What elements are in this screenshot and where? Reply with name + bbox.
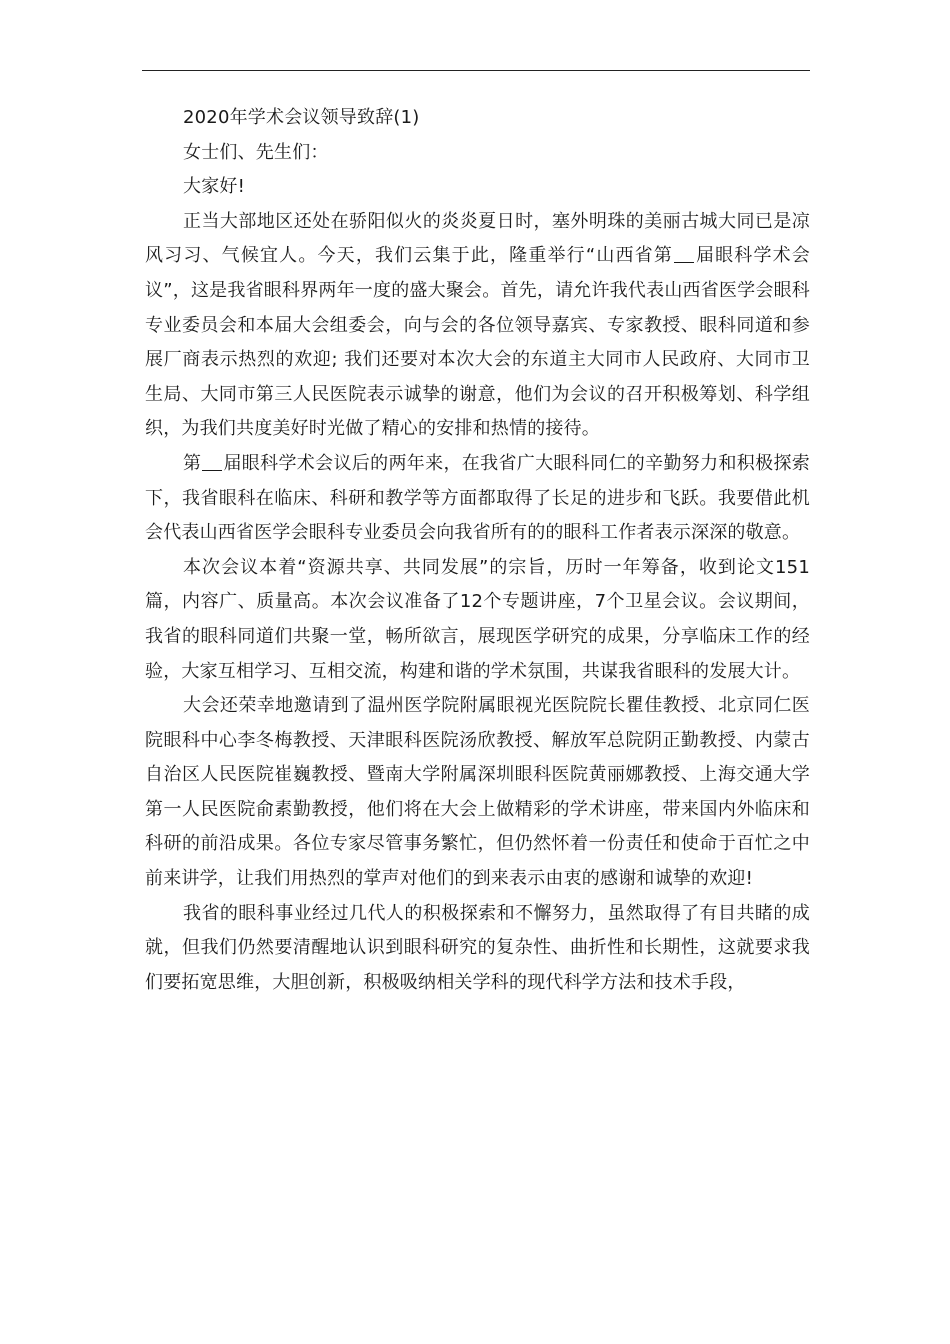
paragraph-progress-part-a: 第	[183, 452, 202, 474]
paragraph-welcome-part-b: 届眼科学术会议”，这是我省眼科界两年一度的盛大聚会。首先，请允许我代表山西省医学会眼科专业委员会和本届大会组委会，向与会的各位领导嘉宾、专家教授、眼科同道和参展厂商表示热烈的欢迎; 我们还要对本次大会的东道主大同市人民政府、大同市卫生局、大同市第三人民医院表示诚挚的谢意，他们为会议的召开积极筹划、科学组织，为我们共度美好时光做了精心的安排和热情的接待。	[145, 245, 810, 440]
paragraph-outlook: 我省的眼科事业经过几代人的积极探索和不懈努力，虽然取得了有目共睹的成就，但我们仍然要清醒地认识到眼科研究的复杂性、曲折性和长期性，这就要求我们要拓宽思维，大胆创新，积极吸纳相关学科的现代科学方法和技术手段，	[145, 902, 810, 993]
paragraph-progress-part-b: 届眼科学术会议后的两年来，在我省广大眼科同仁的辛勤努力和积极探索下，我省眼科在临床、科研和教学等方面都取得了长足的进步和飞跃。我要借此机会代表山西省医学会眼科专业委员会向我省所有的的眼科工作者表示深深的敬意。	[145, 452, 810, 544]
blank-line	[674, 244, 694, 263]
blank-line	[202, 452, 222, 471]
document-title: 2020年学术会议领导致辞(1)	[183, 107, 420, 128]
paragraph-welcome-part-a: 正当大部地区还处在骄阳似火的炎炎夏日时，塞外明珠的美丽古城大同已是凉风习习、气候宜人。今天，我们云集于此，隆重举行“山西省第	[145, 210, 810, 267]
paragraph-progress	[145, 447, 810, 551]
paragraph-speakers: 大会还荣幸地邀请到了温州医学院附属眼视光医院院长瞿佳教授、北京同仁医院眼科中心李冬梅教授、天津眼科医院汤欣教授、解放军总院阴正勤教授、内蒙古自治区人民医院崔巍教授、暨南大学附属深圳眼科医院黄丽娜教授、上海交通大学第一人民医院俞素勤教授，他们将在大会上做精彩的学术讲座，带来国内外临床和科研的前沿成果。各位专家尽管事务繁忙，但仍然怀着一份责任和使命于百忙之中前来讲学，让我们用热烈的掌声对他们的到来表示由衷的感谢和诚挚的欢迎!	[145, 695, 810, 890]
paragraph-welcome	[145, 205, 810, 447]
salutation: 女士们、先生们：	[183, 141, 329, 163]
greeting: 大家好!	[183, 176, 246, 198]
header-rule	[142, 70, 810, 71]
document-body	[145, 101, 810, 1000]
paragraph-conference: 本次会议本着“资源共享、共同发展”的宗旨，历时一年筹备，收到论文151篇，内容广、质量高。本次会议准备了12个专题讲座，7个卫星会议。会议期间，我省的眼科同道们共聚一堂，畅所欲言，展现医学研究的成果，分享临床工作的经验，大家互相学习、互相交流，构建和谐的学术氛围，共谋我省眼科的发展大计。	[145, 556, 810, 682]
